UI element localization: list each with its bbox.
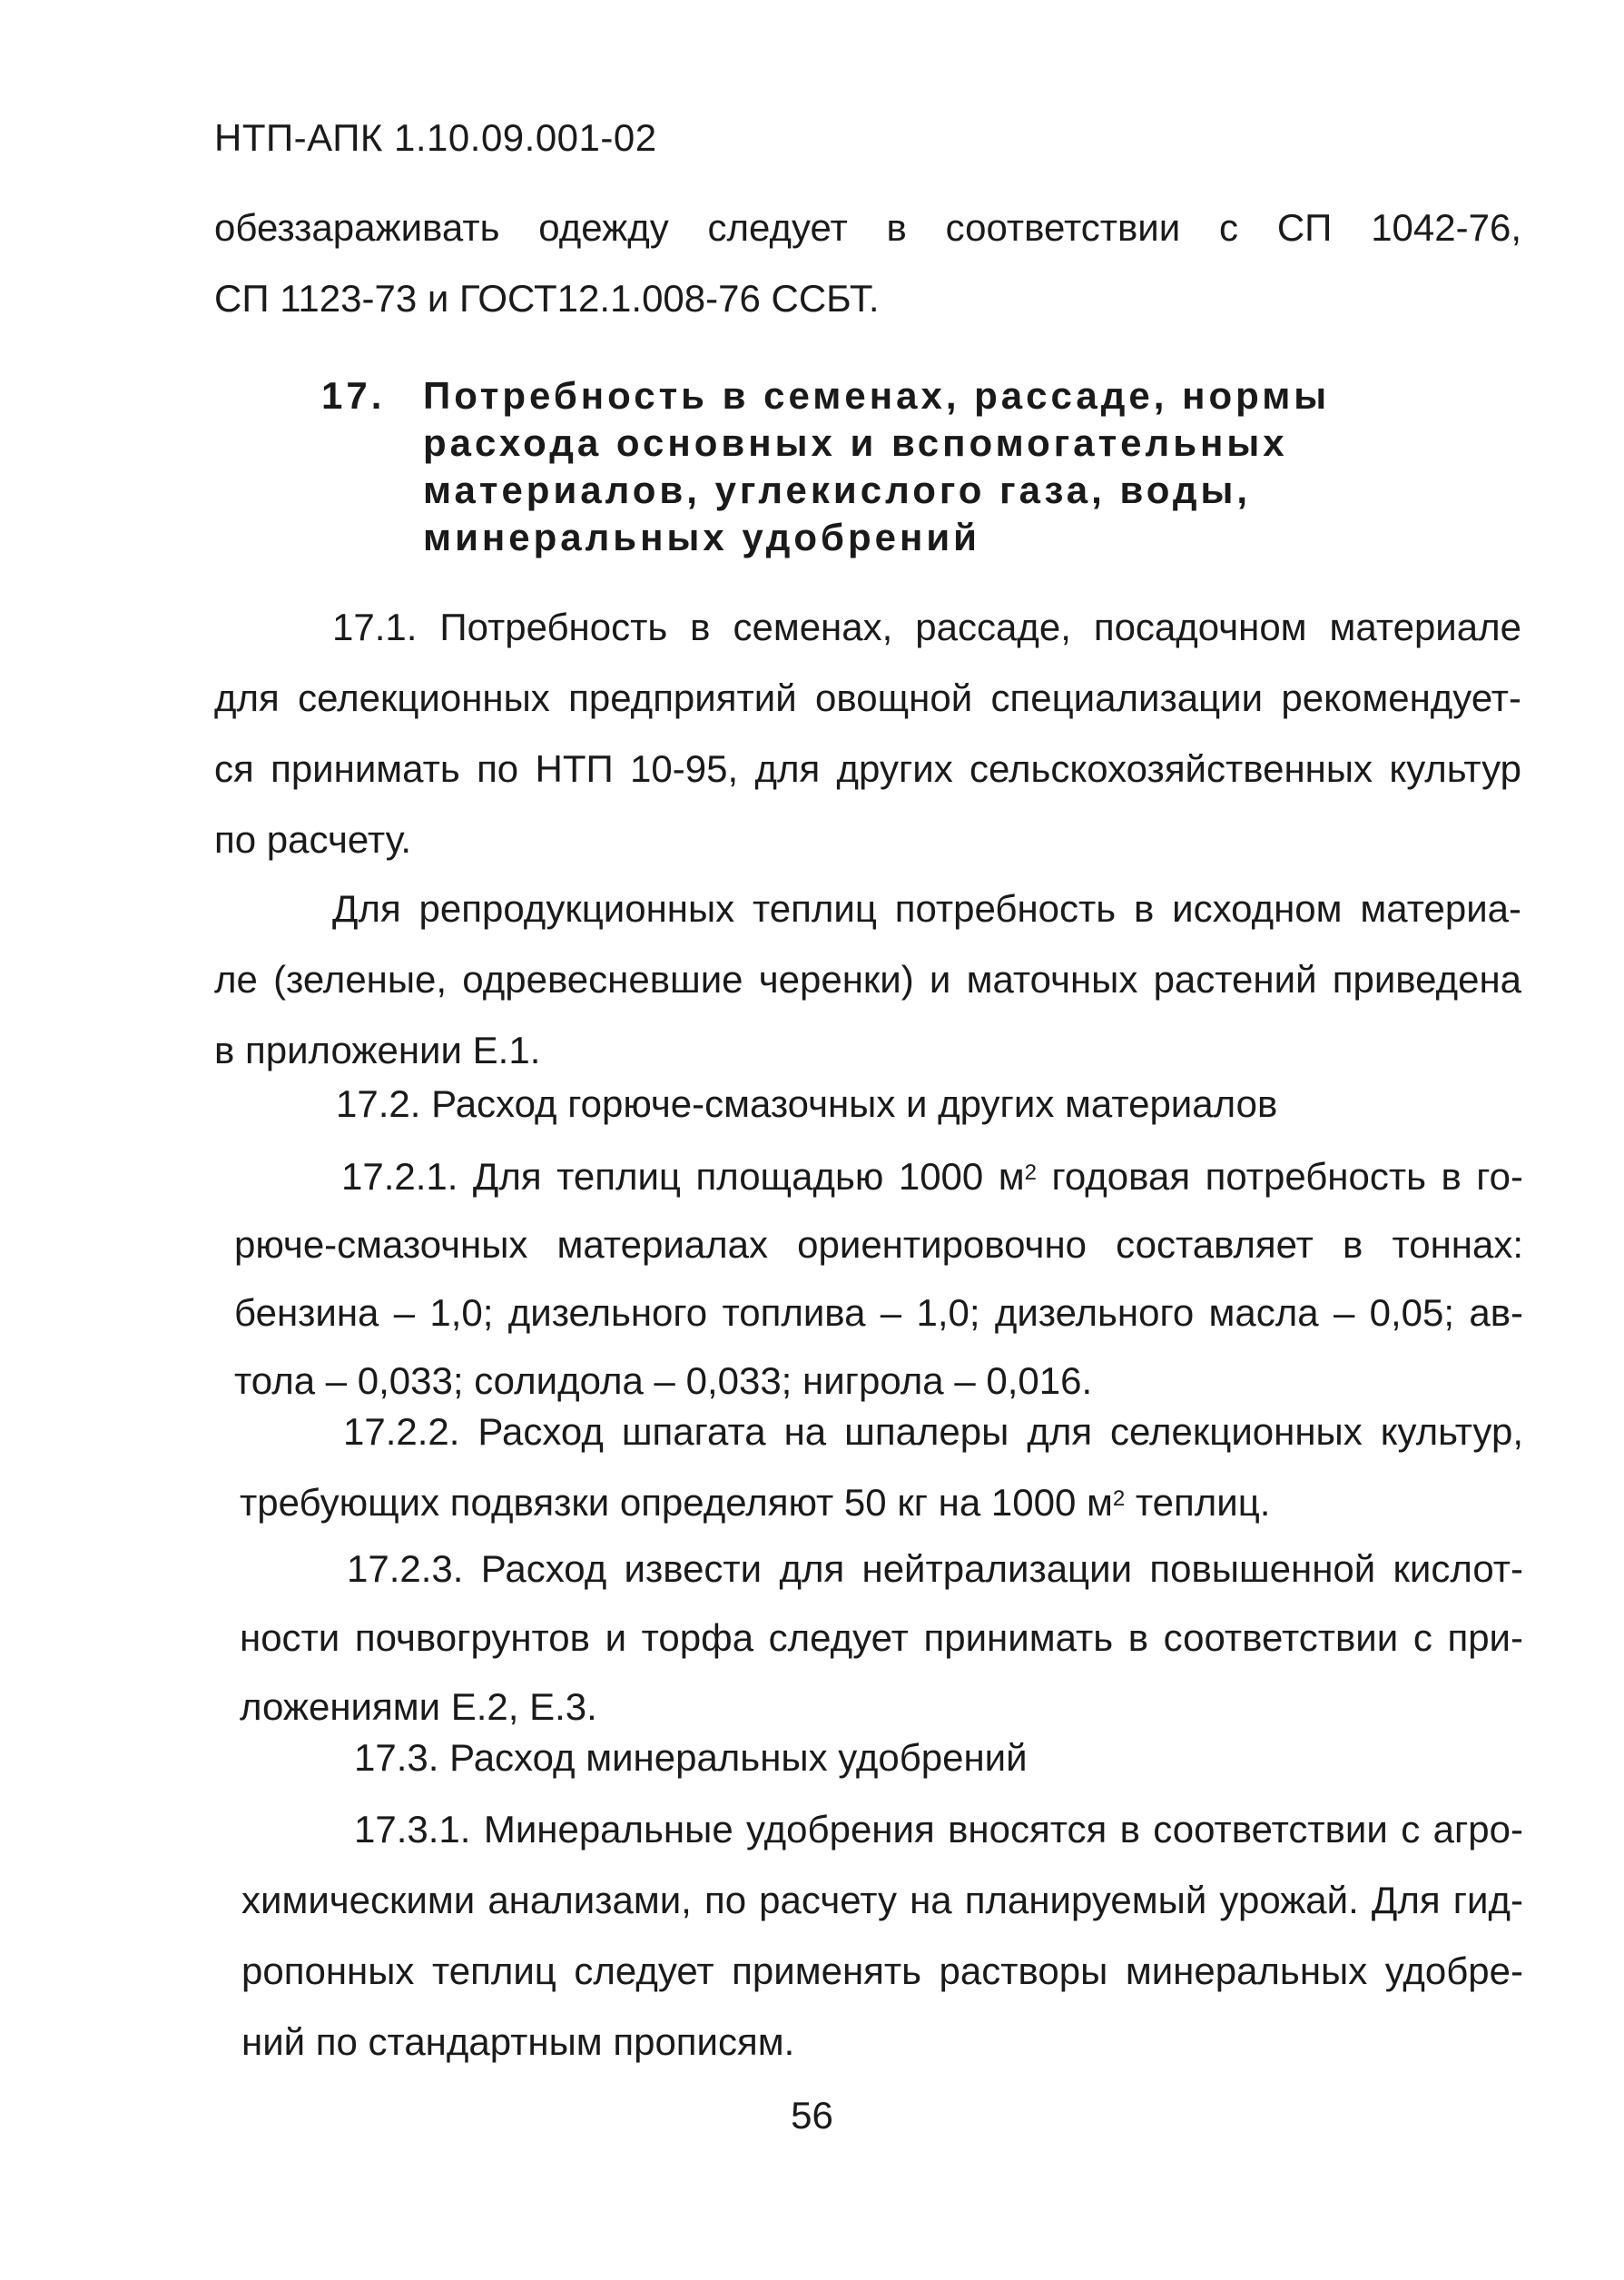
paragraph-line xyxy=(240,1467,1523,1538)
paragraph-17-1 xyxy=(214,592,1521,875)
section-title xyxy=(423,372,1385,561)
section-title-line: Потребность в семенах, рассаде, нормы xyxy=(423,374,1331,417)
intro-paragraph xyxy=(214,192,1521,334)
paragraph-17-3-1 xyxy=(241,1794,1523,2078)
paragraph-line: для селекционных предприятий овощной специализации рекомендует- xyxy=(214,676,1521,719)
intro-line: обеззараживать одежду следует в соответствии с СП 1042-76, xyxy=(214,206,1521,249)
paragraph-17-3 xyxy=(354,1731,1516,1785)
page-number: 56 xyxy=(791,2094,833,2137)
paragraph-17-2-2 xyxy=(240,1397,1523,1538)
text-fragment: годовая потребность в го- xyxy=(1036,1155,1523,1198)
text-fragment: требующих подвязки определяют 50 кг на 1000 м xyxy=(240,1481,1113,1524)
superscript: 2 xyxy=(1112,1486,1126,1511)
paragraph-line: 17.3.1. Минеральные удобрения вносятся в соответствии с агро- xyxy=(354,1808,1523,1851)
paragraph-line: ле (зеленые, одревесневшие черенки) и маточных растений приведена xyxy=(214,958,1521,1001)
paragraph-line: химическими анализами, по расчету на планируемый урожай. Для гид- xyxy=(241,1879,1523,1921)
paragraph-17-2-1 xyxy=(234,1142,1523,1415)
paragraph-line: Для репродукционных теплиц потребность в исходном материа- xyxy=(332,887,1521,930)
paragraph-line: 17.3. Расход минеральных удобрений xyxy=(354,1736,1028,1779)
text-fragment: 17.2.1. Для теплиц площадью 1000 м xyxy=(341,1155,1025,1198)
paragraph-line: 17.2. Расход горюче-смазочных и других материалов xyxy=(336,1082,1278,1125)
paragraph-line: бензина – 1,0; дизельного топлива – 1,0; дизельного масла – 0,05; ав- xyxy=(234,1291,1523,1334)
paragraph-line: 17.1. Потребность в семенах, рассаде, посадочном материале xyxy=(332,606,1521,648)
paragraph-line: ности почвогрунтов и торфа следует принимать в соответствии с при- xyxy=(240,1616,1523,1659)
superscript: 2 xyxy=(1024,1160,1037,1185)
section-number: 17. xyxy=(321,374,386,417)
section-title-line: материалов, углекислого газа, воды, xyxy=(423,469,1252,511)
paragraph-line: ний по стандартным прописям. xyxy=(241,2020,795,2063)
paragraph-17-1-reproduction xyxy=(214,874,1521,1086)
text-fragment: теплиц. xyxy=(1125,1481,1271,1524)
section-title-line: расхода основных и вспомогательных xyxy=(423,421,1288,464)
paragraph-line: в приложении Е.1. xyxy=(214,1029,541,1071)
paragraph-line: ропонных теплиц следует применять растворы минеральных удобре- xyxy=(241,1949,1523,1992)
paragraph-line: ся принимать по НТП 10-95, для других сельскохозяйственных культур xyxy=(214,747,1521,790)
paragraph-17-2 xyxy=(336,1077,1516,1131)
intro-line: СП 1123-73 и ГОСТ12.1.008-76 ССБТ. xyxy=(214,277,880,320)
paragraph-17-2-3 xyxy=(240,1535,1523,1742)
paragraph-line: рюче-смазочных материалах ориентировочно составляет в тоннах: xyxy=(234,1223,1523,1266)
paragraph-line: тола – 0,033; солидола – 0,033; нигрола – 0,016. xyxy=(234,1359,1093,1402)
paragraph-line: 17.2.3. Расход извести для нейтрализации повышенной кислот- xyxy=(347,1547,1523,1590)
paragraph-line xyxy=(234,1142,1523,1210)
paragraph-line: по расчету. xyxy=(214,818,412,861)
section-title-line: минеральных удобрений xyxy=(423,516,980,558)
paragraph-line: 17.2.2. Расход шпагата на шпалеры для селекционных культур, xyxy=(343,1410,1523,1453)
document-code: НТП-АПК 1.10.09.001-02 xyxy=(214,116,657,159)
paragraph-line: ложениями Е.2, Е.3. xyxy=(240,1685,597,1728)
